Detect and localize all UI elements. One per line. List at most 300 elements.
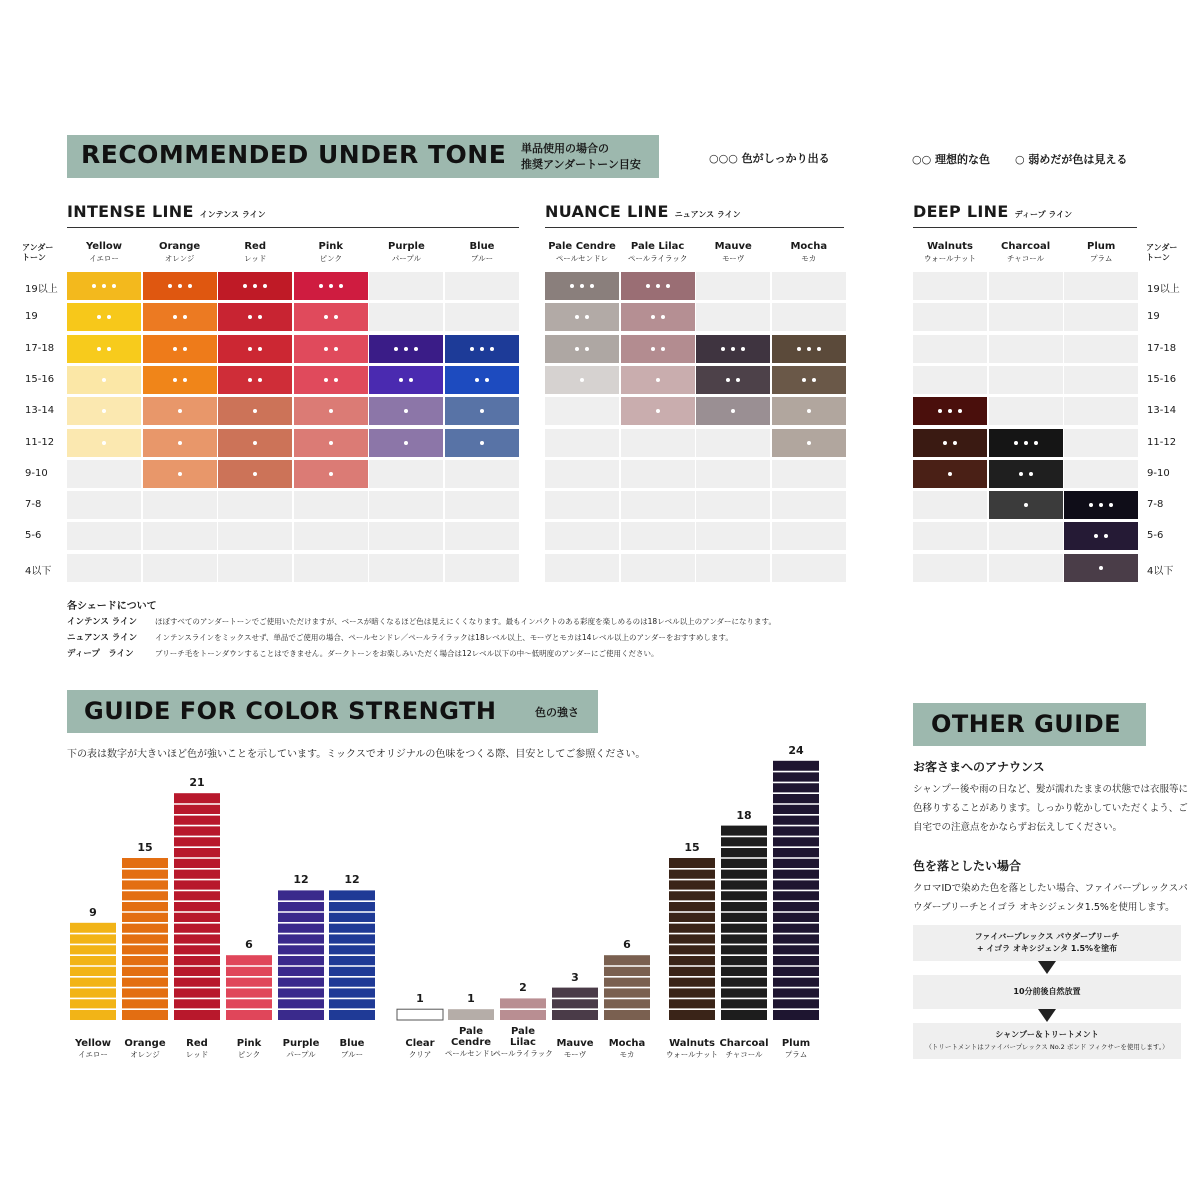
dot-icon: [475, 378, 479, 382]
tone-cell: [445, 522, 519, 550]
shade-name: Pink: [318, 241, 344, 252]
tone-header-text: トーン: [1146, 253, 1170, 262]
category-name-jp: ブルー: [340, 1050, 364, 1059]
shade-header: [913, 241, 987, 264]
tone-label-right: 15-16: [1147, 373, 1177, 385]
tone-cell: [989, 429, 1063, 457]
bar-charcoal: [721, 826, 767, 1020]
tone-cell: [696, 429, 770, 457]
dot-icon: [329, 284, 333, 288]
tone-cell: [696, 554, 770, 582]
tone-cell: [913, 491, 987, 519]
line-title: INTENSE LINE インテンス ライン: [67, 202, 266, 221]
bar-value-label: 6: [245, 938, 253, 952]
bar-rect: [669, 858, 715, 1020]
tone-cell: [989, 460, 1063, 488]
arrow-down-icon: [1038, 961, 1056, 974]
dot-icon: [807, 441, 811, 445]
category-name-jp: パープル: [286, 1050, 316, 1059]
tone-cell: [913, 366, 987, 394]
dot-icon: [102, 409, 106, 413]
dot-icon: [953, 441, 957, 445]
shade-header: [772, 241, 846, 264]
dot-icon: [409, 378, 413, 382]
shade-name: Orange: [158, 241, 201, 252]
category-name: Walnuts: [669, 1038, 715, 1049]
tone-cell: [143, 429, 217, 457]
shade-name-jp: ペールセンドレ: [555, 254, 609, 263]
shade-header: [545, 241, 619, 264]
dot-icon: [943, 441, 947, 445]
shade-header: [696, 241, 770, 264]
dot-icon: [399, 378, 403, 382]
tone-header-right: [1146, 243, 1177, 263]
tone-cell: [913, 460, 987, 488]
step-2-line-1: 10分前後自然放置: [1013, 987, 1081, 996]
tone-cell: [369, 397, 443, 425]
tone-header-text: トーン: [22, 253, 46, 262]
dot-icon: [938, 409, 942, 413]
tone-cell: [445, 429, 519, 457]
dot-icon: [802, 378, 806, 382]
bar-rect: [226, 955, 272, 1020]
tone-cell: [218, 303, 292, 331]
step-3-line-2: （トリートメントはファイバープレックス No.2 ボンド フィクサーを使用します。）: [925, 1043, 1169, 1051]
category-name: Blue: [339, 1038, 365, 1049]
tone-cell: [1064, 429, 1138, 457]
dot-icon: [666, 284, 670, 288]
dot-icon: [339, 284, 343, 288]
bar-value-label: 18: [736, 808, 752, 822]
dot-icon: [1014, 441, 1018, 445]
dot-icon: [480, 441, 484, 445]
tone-cell: [621, 303, 695, 331]
shade-name-jp: モーヴ: [722, 254, 745, 263]
tone-cell: [1064, 366, 1138, 394]
guide-description: 下の表は数字が大きいほど色が強いことを示しています。ミックスでオリジナルの色味をつくる際、目安としてご参照ください。: [67, 749, 646, 760]
dot-icon: [661, 347, 665, 351]
dot-icon: [324, 378, 328, 382]
dot-icon: [329, 472, 333, 476]
dot-icon: [414, 347, 418, 351]
tone-cell: [1064, 303, 1138, 331]
tone-cell: [545, 491, 619, 519]
bar-category-label: [317, 1038, 387, 1060]
tone-cell: [218, 460, 292, 488]
subtitle-line-2: 推奨アンダートーン目安: [521, 158, 641, 171]
line-rule: [913, 227, 1137, 228]
tone-cell: [621, 429, 695, 457]
dot-icon: [107, 347, 111, 351]
tone-cell: [143, 460, 217, 488]
tone-cell: [143, 366, 217, 394]
bar-pink: [226, 955, 272, 1020]
tone-cell: [772, 303, 846, 331]
bar-blue: [329, 890, 375, 1020]
category-name-jp: チャコール: [725, 1050, 763, 1059]
dot-icon: [334, 378, 338, 382]
bar-purple: [278, 890, 324, 1020]
dot-icon: [178, 409, 182, 413]
tone-cell: [67, 335, 141, 363]
dot-icon: [1104, 534, 1108, 538]
tone-cell: [913, 397, 987, 425]
note-value: ほぼすべてのアンダートーンでご使用いただけますが、ベースが暗くなるほど色は見えにくくなります。最もインパクトのある彩度を楽しめるのは18レベル以上のアンダーになります。: [155, 617, 776, 626]
bar-value-label: 15: [137, 841, 153, 854]
tone-cell: [696, 272, 770, 300]
tone-cell: [445, 366, 519, 394]
tone-cell: [1064, 522, 1138, 550]
dot-icon: [807, 347, 811, 351]
step-1-line-2: + イゴラ オキシジェンタ 1.5%を塗布: [976, 944, 1118, 953]
tone-cell: [621, 460, 695, 488]
guide-title: GUIDE FOR COLOR STRENGTH: [84, 697, 497, 725]
tone-cell: [294, 522, 368, 550]
category-name: Pale Cendre: [450, 1026, 492, 1048]
tone-cell: [696, 335, 770, 363]
tone-cell: [772, 272, 846, 300]
tone-cell: [218, 397, 292, 425]
shade-name: Pale Lilac: [630, 241, 685, 252]
dot-icon: [1019, 472, 1023, 476]
category-name: Mauve: [556, 1038, 594, 1049]
dot-icon: [485, 378, 489, 382]
line-title-jp: ニュアンス ライン: [674, 210, 741, 219]
dot-icon: [178, 472, 182, 476]
guide-subtitle: 色の強さ: [535, 706, 579, 719]
bar-value-label: 12: [344, 873, 360, 887]
tone-cell: [143, 491, 217, 519]
dot-icon: [480, 409, 484, 413]
shade-name-jp: オレンジ: [164, 254, 195, 263]
bar-mauve: [552, 988, 598, 1020]
dot-icon: [958, 409, 962, 413]
tone-cell: [696, 491, 770, 519]
bar-value-label: 12: [293, 873, 309, 887]
dot-icon: [731, 347, 735, 351]
category-name: Charcoal: [719, 1038, 769, 1049]
tone-cell: [772, 397, 846, 425]
tone-cell: [1064, 554, 1138, 582]
dot-icon: [948, 409, 952, 413]
dot-icon: [102, 441, 106, 445]
tone-header-text: アンダー: [22, 243, 54, 252]
category-name: Yellow: [74, 1038, 112, 1049]
dot-icon: [656, 378, 660, 382]
dot-icon: [1099, 503, 1103, 507]
announcement-text: シャンプー後や雨の日など、髪が濡れたままの状態では衣服等に色移りすることがあります。しっかり乾かしていただくよう、ご自宅での注意点をかならずお伝えしてください。: [913, 784, 1189, 833]
bar-rect: [70, 923, 116, 1020]
bar-value-label: 1: [416, 992, 424, 1006]
shade-name: Mocha: [790, 241, 828, 252]
tone-label-right: 5-6: [1147, 530, 1164, 542]
bar-mocha: [604, 955, 650, 1020]
category-name: Purple: [282, 1038, 320, 1049]
dot-icon: [651, 347, 655, 351]
tone-cell: [294, 335, 368, 363]
tone-cell: [989, 491, 1063, 519]
bar-value-label: 3: [571, 970, 579, 984]
category-name: Red: [186, 1038, 208, 1049]
bar-rect: [122, 858, 168, 1020]
dot-icon: [1109, 503, 1113, 507]
shade-header: [445, 241, 519, 264]
shade-name: Pale Cendre: [548, 241, 616, 252]
tone-cell: [545, 335, 619, 363]
tone-cell: [143, 397, 217, 425]
category-name: Orange: [124, 1038, 166, 1049]
dot-icon: [741, 347, 745, 351]
dot-icon: [570, 284, 574, 288]
tone-cell: [772, 335, 846, 363]
line-rule: [545, 227, 844, 228]
bar-rect: [448, 1009, 494, 1020]
shade-name-jp: ウォールナット: [924, 254, 976, 263]
tone-cell: [545, 366, 619, 394]
tone-cell: [445, 303, 519, 331]
tone-cell: [294, 491, 368, 519]
tone-cell: [143, 554, 217, 582]
tone-cell: [445, 397, 519, 425]
dot-icon: [480, 347, 484, 351]
dot-icon: [1089, 503, 1093, 507]
tone-cell: [218, 491, 292, 519]
dot-icon: [1029, 472, 1033, 476]
dot-icon: [107, 315, 111, 319]
dot-icon: [258, 347, 262, 351]
tone-cell: [294, 303, 368, 331]
dot-icon: [807, 409, 811, 413]
tone-label-right: 19以上: [1147, 284, 1180, 295]
dot-icon: [1034, 441, 1038, 445]
category-name-jp: モカ: [619, 1050, 635, 1059]
dot-icon: [243, 284, 247, 288]
tone-cell: [621, 554, 695, 582]
tone-cell: [369, 366, 443, 394]
tone-label-left: 5-6: [25, 530, 42, 542]
dot-icon: [188, 284, 192, 288]
note-deep: [67, 647, 659, 659]
tone-cell: [772, 491, 846, 519]
dot-icon: [324, 347, 328, 351]
tone-cell: [696, 303, 770, 331]
note-intense: [67, 615, 776, 627]
tone-cell: [67, 491, 141, 519]
dot-icon: [490, 347, 494, 351]
bar-orange: [122, 858, 168, 1020]
tone-cell: [445, 460, 519, 488]
tone-cell: [989, 522, 1063, 550]
tone-cell: [1064, 397, 1138, 425]
tone-cell: [294, 366, 368, 394]
bar-rect: [278, 890, 324, 1020]
tone-cell: [369, 460, 443, 488]
line-title-jp: ディープ ライン: [1014, 210, 1073, 219]
shade-name: Plum: [1087, 241, 1116, 252]
tone-cell: [143, 522, 217, 550]
bar-plum: [773, 761, 819, 1020]
step-1: [913, 925, 1181, 961]
note-key: ニュアンス ライン: [67, 633, 138, 643]
bar-pale-lilac: [500, 998, 546, 1020]
tone-label-left: 13-14: [25, 405, 55, 417]
step-1-line-1: ファイバープレックス パウダーブリーチ: [974, 932, 1120, 941]
tone-cell: [143, 335, 217, 363]
category-name-jp: オレンジ: [130, 1050, 160, 1059]
recommended-title: RECOMMENDED UNDER TONE: [81, 140, 507, 169]
shade-name-jp: モカ: [801, 254, 817, 263]
tone-cell: [67, 397, 141, 425]
tone-cell: [445, 491, 519, 519]
tone-cell: [772, 554, 846, 582]
bar-value-label: 15: [684, 841, 700, 854]
shade-name-jp: プラム: [1089, 254, 1113, 263]
note-key: ディープ ライン: [67, 649, 134, 659]
tone-cell: [67, 554, 141, 582]
dot-icon: [656, 284, 660, 288]
tone-cell: [445, 272, 519, 300]
tone-cell: [369, 303, 443, 331]
tone-cell: [545, 303, 619, 331]
dot-icon: [656, 409, 660, 413]
bar-walnuts: [669, 858, 715, 1020]
dot-icon: [726, 378, 730, 382]
tone-cell: [294, 429, 368, 457]
line-title-jp: インテンス ライン: [199, 210, 266, 219]
line-rule: [67, 227, 519, 228]
dot-icon: [97, 347, 101, 351]
tone-cell: [913, 522, 987, 550]
tone-cell: [218, 272, 292, 300]
tone-cell: [696, 366, 770, 394]
tone-cell: [989, 303, 1063, 331]
tone-cell: [621, 491, 695, 519]
arrow-down-icon: [1038, 1009, 1056, 1022]
tone-cell: [218, 335, 292, 363]
dot-icon: [183, 315, 187, 319]
tone-label-left: 11-12: [25, 436, 55, 448]
tone-label-left: 9-10: [25, 467, 48, 479]
tone-label-left: 7-8: [25, 499, 42, 511]
category-name: Mocha: [608, 1038, 646, 1049]
tone-label-left: 19以上: [25, 284, 58, 295]
tone-cell: [913, 272, 987, 300]
tone-label-left: 19: [25, 311, 38, 323]
tone-cell: [1064, 335, 1138, 363]
tone-header-left: [22, 243, 53, 263]
tone-cell: [218, 554, 292, 582]
tone-label-right: 11-12: [1147, 436, 1177, 448]
bar-pale-cendre: [448, 1009, 494, 1020]
tone-cell: [545, 397, 619, 425]
dot-icon: [248, 315, 252, 319]
tone-header-text: アンダー: [1146, 243, 1178, 252]
dot-icon: [1094, 534, 1098, 538]
shade-header: [67, 241, 141, 264]
tone-cell: [294, 554, 368, 582]
dot-icon: [253, 441, 257, 445]
bar-category-label: [761, 1038, 831, 1060]
tone-cell: [218, 522, 292, 550]
tone-label-right: 13-14: [1147, 405, 1177, 417]
dot-icon: [97, 315, 101, 319]
dot-icon: [248, 347, 252, 351]
tone-cell: [913, 554, 987, 582]
tone-cell: [369, 335, 443, 363]
tone-cell: [989, 335, 1063, 363]
note-value: ブリーチ毛をトーンダウンすることはできません。ダークトーンをお楽しみいただく場合は12レベル以下の中～低明度のアンダーにご使用ください。: [155, 649, 659, 658]
tone-cell: [621, 335, 695, 363]
category-name-jp: ピンク: [237, 1050, 261, 1059]
bar-yellow: [70, 923, 116, 1020]
line-title: NUANCE LINE ニュアンス ライン: [545, 202, 741, 221]
dot-icon: [178, 441, 182, 445]
tone-cell: [1064, 491, 1138, 519]
tone-cell: [369, 272, 443, 300]
shade-header: [218, 241, 292, 264]
dot-icon: [178, 284, 182, 288]
dot-icon: [183, 378, 187, 382]
dot-icon: [812, 378, 816, 382]
shade-name-jp: チャコール: [1007, 254, 1045, 263]
bar-value-label: 21: [189, 776, 205, 790]
category-name-jp: ペールセンドレ: [444, 1049, 498, 1058]
bar-rect: [174, 793, 220, 1020]
dot-icon: [102, 378, 106, 382]
dot-icon: [585, 347, 589, 351]
bar-rect: [500, 998, 546, 1020]
dot-icon: [580, 378, 584, 382]
tone-cell: [545, 429, 619, 457]
category-name: Clear: [405, 1038, 435, 1049]
dot-icon: [329, 409, 333, 413]
tone-label-right: 19: [1147, 311, 1160, 323]
tone-cell: [1064, 272, 1138, 300]
tone-cell: [696, 397, 770, 425]
tone-cell: [772, 460, 846, 488]
dot-icon: [253, 284, 257, 288]
recommended-subtitle: [521, 141, 641, 173]
step-3-line-1: シャンプー＆トリートメント: [995, 1030, 1099, 1039]
remove-color-heading: 色を落としたい場合: [913, 859, 1022, 873]
tone-cell: [218, 366, 292, 394]
dot-icon: [334, 347, 338, 351]
bar-rect: [773, 761, 819, 1020]
shade-header: [143, 241, 217, 264]
shade-header: [989, 241, 1063, 264]
dot-icon: [324, 315, 328, 319]
shade-name-jp: パープル: [391, 254, 422, 263]
bar-red: [174, 793, 220, 1020]
notes-title: 各シェードについて: [67, 601, 157, 612]
category-name: Pale Lilac: [510, 1026, 536, 1048]
dot-icon: [258, 315, 262, 319]
subtitle-line-1: 単品使用の場合の: [521, 142, 609, 155]
step-2: [913, 975, 1181, 1009]
tone-label-left: 15-16: [25, 373, 55, 385]
tone-cell: [67, 460, 141, 488]
dot-icon: [168, 284, 172, 288]
tone-cell: [989, 554, 1063, 582]
shade-header: [294, 241, 368, 264]
tone-label-left: 4以下: [25, 565, 52, 577]
tone-cell: [772, 366, 846, 394]
category-name-jp: ペールライラック: [493, 1049, 553, 1058]
tone-cell: [294, 460, 368, 488]
other-guide-title: OTHER GUIDE: [931, 710, 1122, 738]
tone-cell: [989, 397, 1063, 425]
category-name-jp: モーヴ: [563, 1050, 587, 1059]
